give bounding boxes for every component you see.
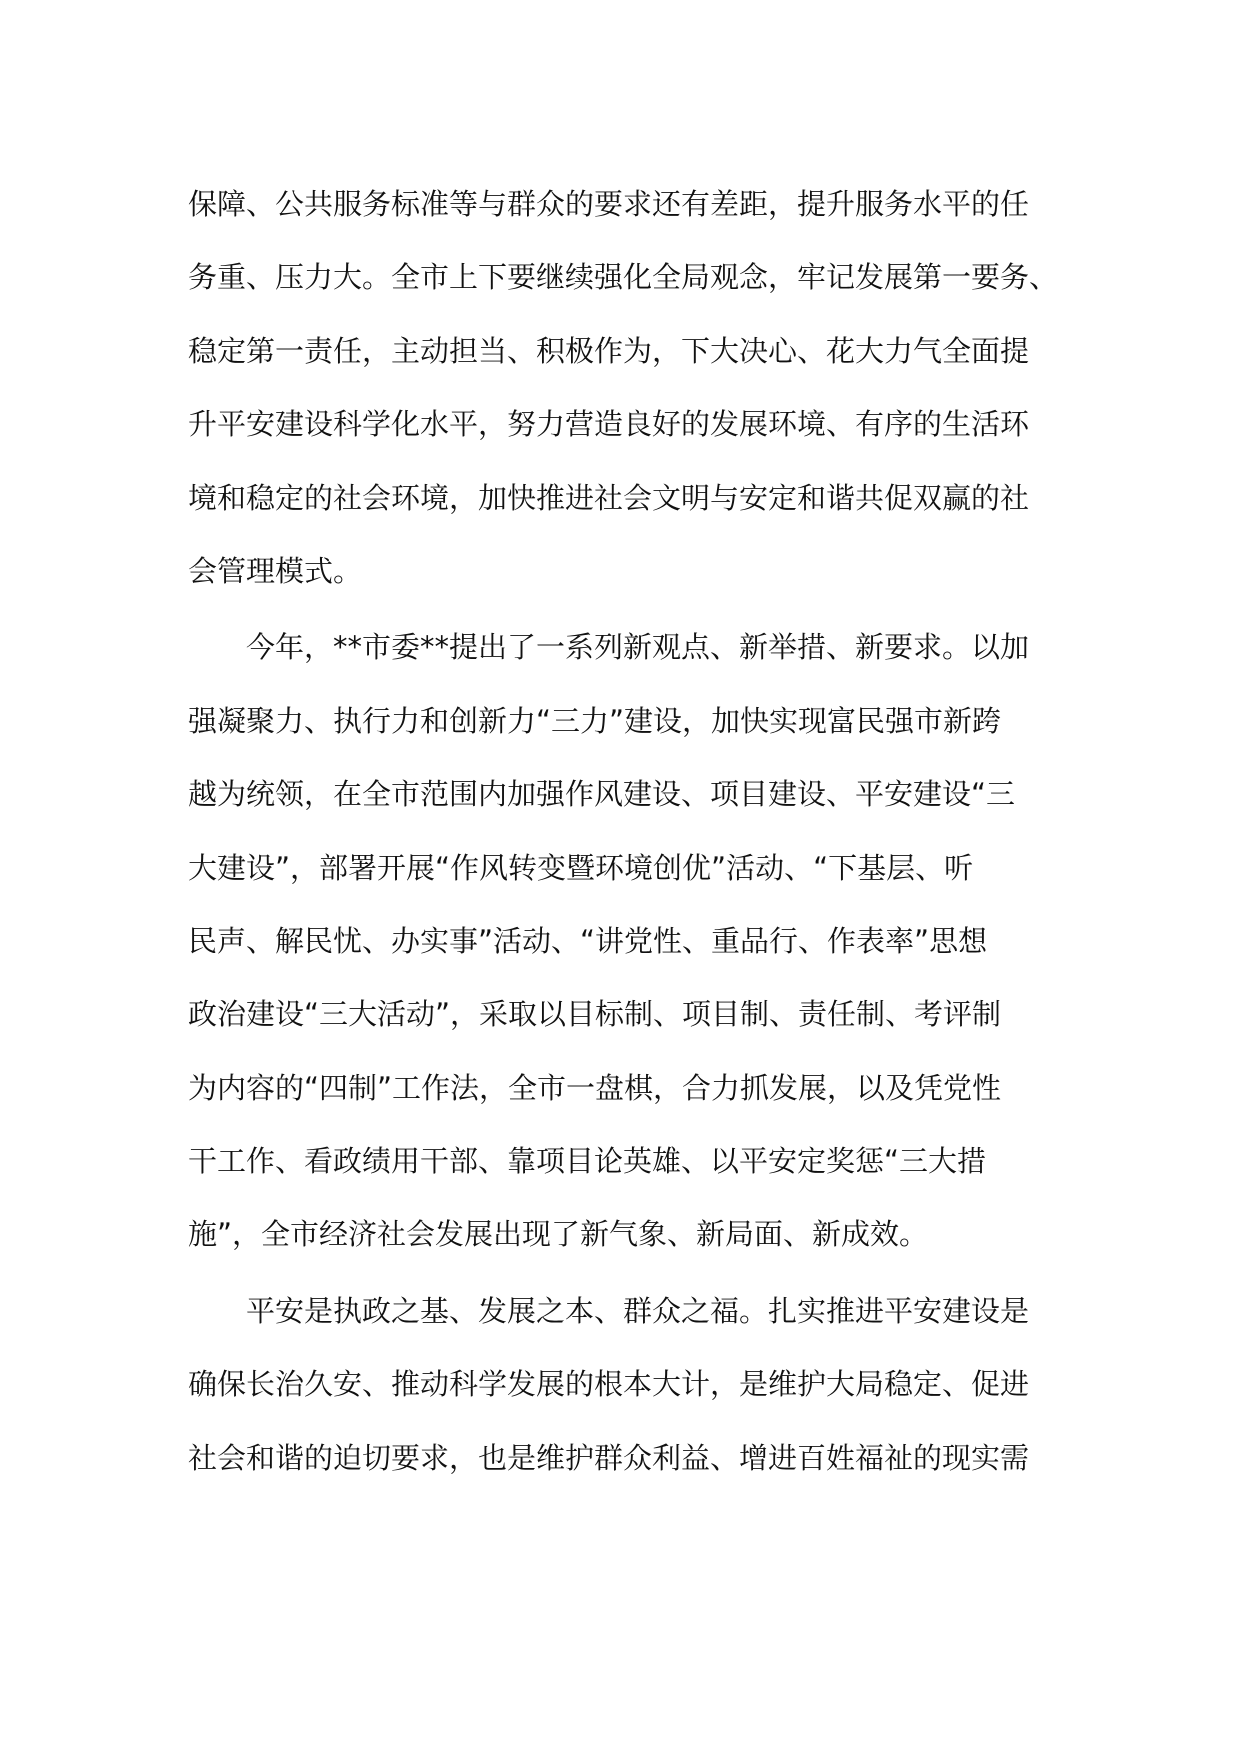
paragraph-line: 强凝聚力、执行力和创新力“三力”建设，加快实现富民强市新跨 xyxy=(188,703,1002,738)
paragraph-1 xyxy=(188,168,1060,608)
paragraph-line: 施”，全市经济社会发展出现了新气象、新局面、新成效。 xyxy=(188,1217,929,1252)
paragraph-line: 政治建设“三大活动”，采取以目标制、项目制、责任制、考评制 xyxy=(188,997,1002,1032)
paragraph-line: 平安是执政之基、发展之本、群众之福。扎实推进平安建设是 xyxy=(246,1293,1030,1328)
paragraph-line: 民声、解民忧、办实事”活动、“讲党性、重品行、作表率”思想 xyxy=(188,923,988,958)
paragraph-line: 越为统领，在全市范围内加强作风建设、项目建设、平安建设“三 xyxy=(188,777,1016,812)
paragraph-line: 为内容的“四制”工作法，全市一盘棋，合力抓发展，以及凭党性 xyxy=(188,1070,1002,1105)
paragraph-line: 社会和谐的迫切要求，也是维护群众利益、增进百姓福祉的现实需 xyxy=(188,1440,1030,1475)
paragraph-3 xyxy=(188,1275,1060,1495)
paragraph-line: 升平安建设科学化水平，努力营造良好的发展环境、有序的生活环 xyxy=(188,407,1030,442)
document-body xyxy=(188,168,1060,1495)
paragraph-line: 务重、压力大。全市上下要继续强化全局观念，牢记发展第一要务、 xyxy=(188,260,1059,295)
paragraph-2 xyxy=(188,611,1060,1272)
paragraph-line: 干工作、看政绩用干部、靠项目论英雄、以平安定奖惩“三大措 xyxy=(188,1144,987,1179)
paragraph-line: 确保长治久安、推动科学发展的根本大计，是维护大局稳定、促进 xyxy=(188,1367,1030,1402)
paragraph-line: 境和稳定的社会环境，加快推进社会文明与安定和谐共促双赢的社 xyxy=(188,480,1030,515)
paragraph-line: 会管理模式。 xyxy=(188,553,363,588)
paragraph-line: 稳定第一责任，主动担当、积极作为，下大决心、花大力气全面提 xyxy=(188,333,1030,368)
paragraph-line: 今年，**市委**提出了一系列新观点、新举措、新要求。以加 xyxy=(246,630,1030,665)
paragraph-line: 保障、公共服务标准等与群众的要求还有差距，提升服务水平的任 xyxy=(188,187,1030,221)
paragraph-line: 大建设”，部署开展“作风转变暨环境创优”活动、“下基层、听 xyxy=(188,850,974,885)
